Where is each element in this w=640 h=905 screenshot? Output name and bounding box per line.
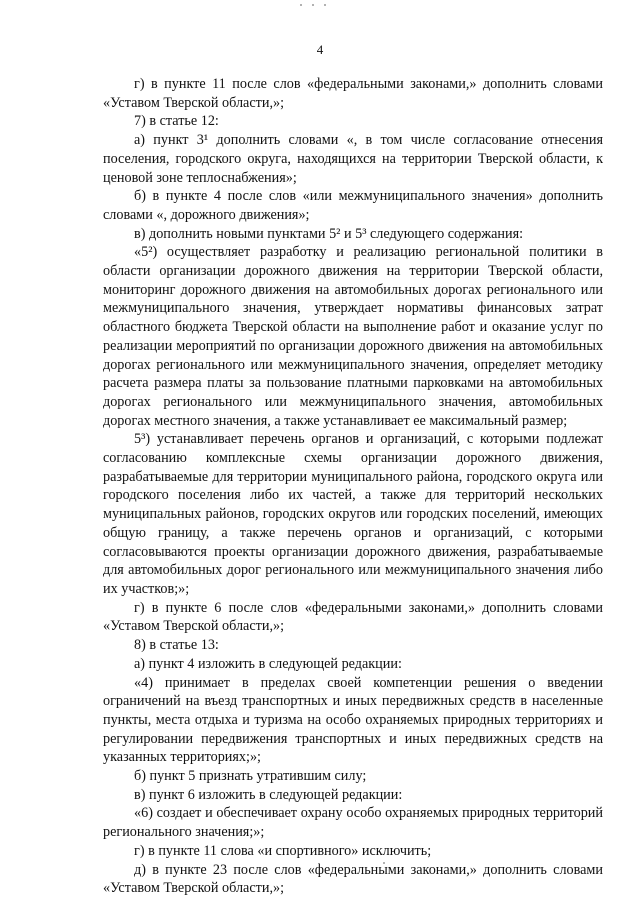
paragraph: 5³) устанавливает перечень органов и организаций, с которыми подлежат согласованию комплексные схемы организации дорожного движения, разрабатываемые для территории муниципального района, городского округа или городского поселения либо их частей, а также для территорий нескольких муниципальных районов, городских округов или городских поселений, имеющих общую границу, а также перечень органов и организаций, с которыми согласовываются проекты организации дорожного движения, разрабатываемые для автомобильных дорог регионального или межмуниципального значения либо их участков;»; [103, 431, 603, 597]
scan-artifact [300, 4, 302, 6]
paragraph: г) в пункте 11 слова «и спортивного» исключить; [134, 842, 432, 859]
paragraph: в) пункт 6 изложить в следующей редакции: [134, 786, 403, 803]
paragraph: 8) в статье 13: [134, 637, 219, 654]
paragraph: г) в пункте 11 после слов «федеральными законами,» дополнить словами «Уставом Тверской области,»; [103, 76, 603, 111]
paragraph: «5²) осуществляет разработку и реализацию региональной политики в области организации дорожного движения на территории Тверской области, мониторинг дорожного движения на автомобильных дорогах регионального или межмуниципального значения, утверждает нормативы финансовых затрат областного бюджета Тверской области на выполнение работ и оказание услуг по реализации мероприятий по организации дорожного движения на автомобильных дорогах регионального или межмуниципального значения, определяет методику расчета размера платы за пользование платными парковками на автомобильных дорогах регионального или межмуниципального значения, автомобильных дорогах местного значения, а также устанавливает ее максимальный размер; [103, 244, 603, 429]
paragraph: в) дополнить новыми пунктами 5² и 5³ следующего содержания: [134, 225, 524, 242]
paragraph: 7) в статье 12: [134, 113, 219, 130]
paragraph: «4) принимает в пределах своей компетенции решения о введении ограничений на въезд транспортных и иных передвижных средств в населенные пункты, места отдыха и туризма на особо охраняемых природных территориях и регулировании передвижения транспортных и иных передвижных средств на указанных территориях;»; [103, 674, 603, 766]
scan-artifact [324, 4, 326, 6]
paragraph: а) пункт 4 изложить в следующей редакции: [134, 655, 402, 672]
paragraph: б) в пункте 4 после слов «или межмуниципального значения» дополнить словами «, дорожного движения»; [103, 188, 603, 223]
paragraph: г) в пункте 6 после слов «федеральными законами,» дополнить словами «Уставом Тверской области,»; [103, 599, 603, 635]
paragraph: «6) создает и обеспечивает охрану особо охраняемых природных территорий регионального значения;»; [103, 805, 603, 841]
paragraph: б) пункт 5 признать утратившим силу; [134, 768, 367, 785]
page-number: 4 [316, 42, 324, 57]
scan-artifact [312, 4, 314, 6]
paragraph: а) пункт 3¹ дополнить словами «, в том числе согласование отнесения поселения, городского округа, находящихся на территории Тверской области, к ценовой зоне теплоснабжения»; [103, 132, 603, 186]
document-body [103, 75, 603, 898]
paragraph: д) в пункте 23 после слов «федеральными законами,» дополнить словами «Уставом Тверской области,»; [103, 861, 603, 897]
